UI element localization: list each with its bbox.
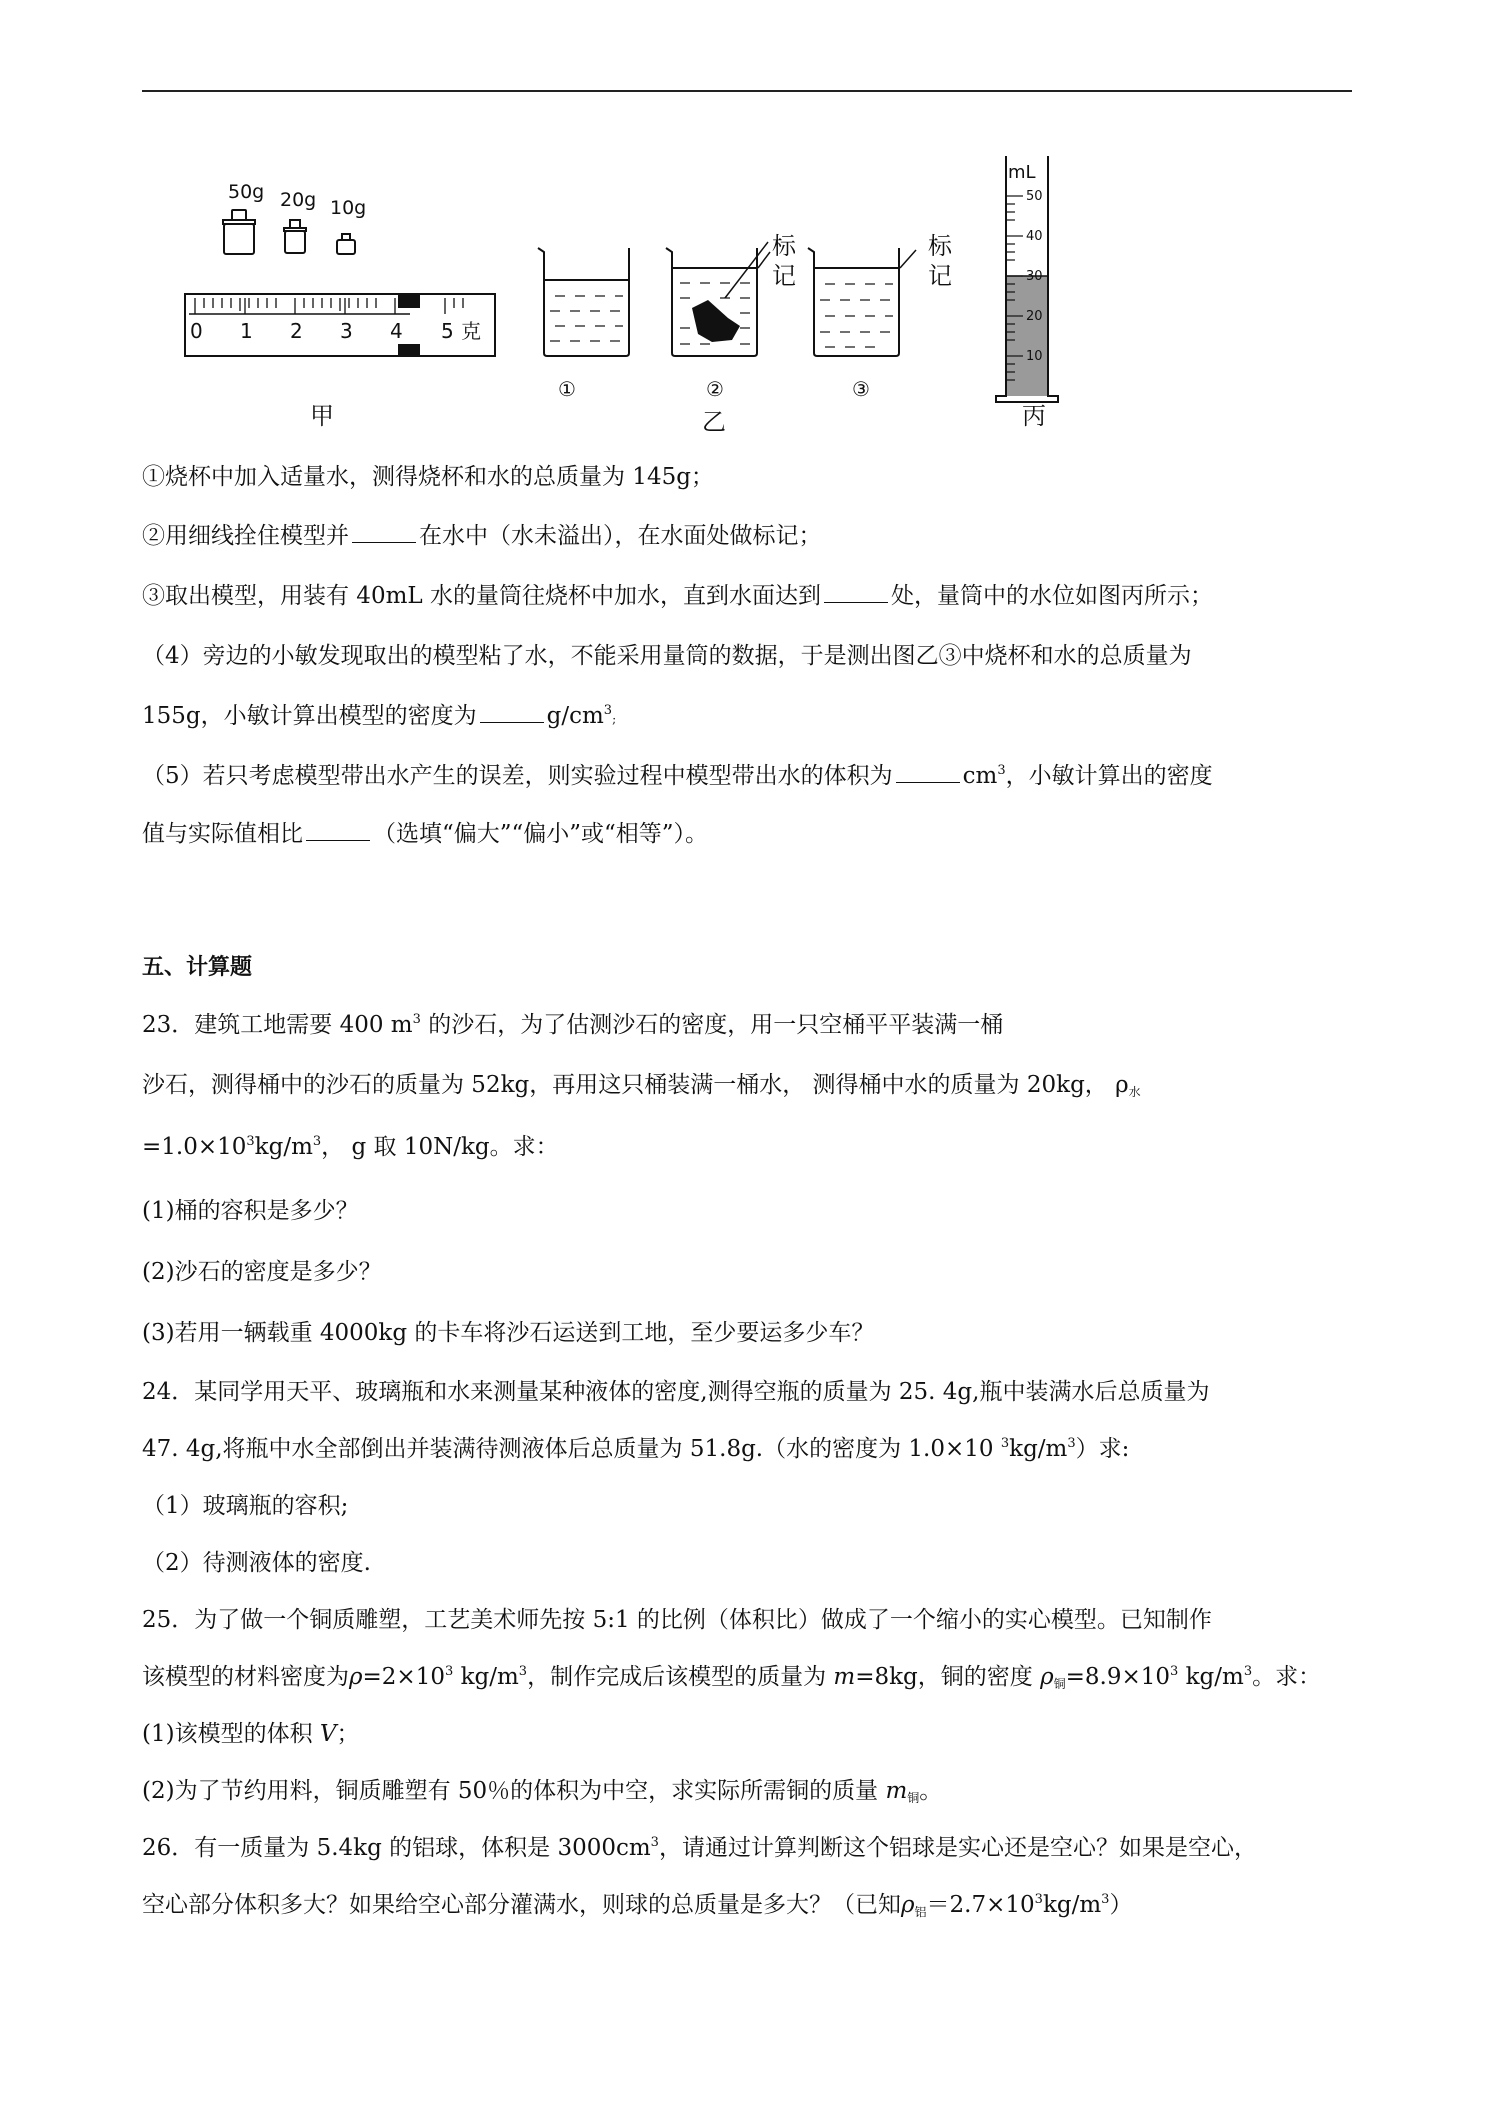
caption-jia: 甲 bbox=[310, 402, 334, 430]
header-rule bbox=[142, 90, 1352, 92]
cylinder-tick-label: 20 bbox=[1026, 309, 1043, 324]
scale-tick-label: 4 bbox=[390, 319, 403, 343]
scale-tick-label: 1 bbox=[240, 319, 253, 343]
q23-line-3: $=1.0\times 10^3kg/m^3$， g 取 10N/kg。求： bbox=[142, 1134, 559, 1160]
part-5-line-1: （5）若只考虑模型带出水产生的误差，则实验过程中模型带出水的体积为 $cm^3$，小敏计算出的密度 bbox=[142, 763, 1213, 789]
scale-tick-label: 3 bbox=[340, 319, 353, 343]
mark-label-char: 标 bbox=[928, 232, 952, 260]
answer-blank[interactable] bbox=[480, 702, 544, 723]
weight-label: 50g bbox=[228, 181, 265, 203]
cylinder-tick-label: 30 bbox=[1026, 269, 1043, 284]
q25-sub-1: (1)该模型的体积 V； bbox=[142, 1721, 360, 1747]
q23-sub-3: (3)若用一辆载重 4000kg 的卡车将沙石运送到工地，至少要运多少车？ bbox=[142, 1320, 875, 1346]
graduated-cylinder bbox=[996, 156, 1058, 402]
q26-line-2: 空心部分体积多大？如果给空心部分灌满水，则球的总质量是多大？（已知$\rho_铝=2.7\times 10^3kg/m^3$） bbox=[142, 1892, 1133, 1919]
q24-sub-2: （2）待测液体的密度. bbox=[142, 1550, 371, 1576]
q24-line-1: 24．某同学用天平、玻璃瓶和水来测量某种液体的密度,测得空瓶的质量为 25. 4g,瓶中装满水后总质量为 bbox=[142, 1379, 1210, 1405]
beaker-1 bbox=[538, 248, 629, 356]
mark-label-char: 记 bbox=[772, 262, 796, 290]
weight-label: 20g bbox=[280, 189, 317, 211]
beaker-number: ① bbox=[558, 377, 576, 401]
weight-label: 10g bbox=[330, 197, 367, 219]
beaker-number: ③ bbox=[852, 377, 870, 401]
scale-unit: 克 bbox=[461, 319, 481, 343]
answer-blank[interactable] bbox=[306, 820, 370, 841]
part-5-line-2: 值与实际值相比 （选填“偏大”“偏小”或“相等”）。 bbox=[142, 821, 709, 847]
cylinder-tick-label: 40 bbox=[1026, 229, 1043, 244]
balance-scale bbox=[185, 294, 495, 356]
scale-tick-label: 5 bbox=[441, 319, 454, 343]
part-4-line-2: 155g，小敏计算出模型的密度为 $g/cm^3$; bbox=[142, 703, 617, 729]
q23-line-2: 沙石，测得桶中的沙石的质量为 52kg，再用这只桶装满一桶水， 测得桶中水的质量为 20kg， $\rho_水$ bbox=[142, 1072, 1141, 1099]
q26-line-1: 26．有一质量为 5.4kg 的铝球，体积是 $3000cm^3$，请通过计算判断这个铝球是实心还是空心？如果是空心， bbox=[142, 1835, 1257, 1861]
section-heading: 五、计算题 bbox=[142, 955, 253, 980]
q23-sub-2: (2)沙石的密度是多少？ bbox=[142, 1259, 382, 1285]
q23-line-1: 23．建筑工地需要 400 $m^3$ 的沙石，为了估测沙石的密度，用一只空桶平平装满一桶 bbox=[142, 1012, 1004, 1038]
part-4-line-1: （4）旁边的小敏发现取出的模型粘了水，不能采用量筒的数据，于是测出图乙③中烧杯和水的总质量为 bbox=[142, 643, 1192, 669]
step-3: ③取出模型，用装有 40mL 水的量筒往烧杯中加水，直到水面达到 处，量筒中的水位如图丙所示； bbox=[142, 583, 1213, 609]
mark-label-char: 标 bbox=[772, 232, 796, 260]
step-1: ①烧杯中加入适量水，测得烧杯和水的总质量为 145g； bbox=[142, 464, 714, 490]
scale-tick-label: 0 bbox=[190, 319, 203, 343]
weights bbox=[223, 181, 366, 254]
cylinder-unit: mL bbox=[1008, 162, 1036, 183]
answer-blank[interactable] bbox=[352, 522, 416, 543]
q25-line-2: 该模型的材料密度为$\rho=2\times 10^3$ $kg/m^3$，制作完成后该模型的质量为 m=8kg，铜的密度 $\rho_铜=8.9\times 10^3$ $kg/m^3$。求： bbox=[142, 1664, 1322, 1691]
q25-sub-2: (2)为了节约用料，铜质雕塑有 50％的体积为中空，求实际所需铜的质量 $m_铜$。 bbox=[142, 1778, 943, 1805]
beaker-3 bbox=[808, 248, 916, 356]
mark-label-char: 记 bbox=[928, 262, 952, 290]
caption-bing: 丙 bbox=[1022, 402, 1046, 430]
beaker-2 bbox=[666, 242, 770, 356]
answer-blank[interactable] bbox=[896, 762, 960, 783]
scale-tick-label: 2 bbox=[290, 319, 303, 343]
beaker-number: ② bbox=[706, 377, 724, 401]
cylinder-tick-label: 50 bbox=[1026, 189, 1043, 204]
step-2: ②用细线拴住模型并 在水中（水未溢出），在水面处做标记； bbox=[142, 523, 822, 549]
q24-sub-1: （1）玻璃瓶的容积; bbox=[142, 1493, 349, 1519]
experiment-figure bbox=[180, 148, 1200, 438]
q25-line-1: 25．为了做一个铜质雕塑，工艺美术师先按 5:1 的比例（体积比）做成了一个缩小的实心模型。已知制作 bbox=[142, 1607, 1212, 1633]
q23-sub-1: (1)桶的容积是多少？ bbox=[142, 1198, 359, 1224]
q24-line-2: 47. 4g,将瓶中水全部倒出并装满待测液体后总质量为 51.8g.（水的密度为 1.0×10 $^3kg/m^3$）求: bbox=[142, 1436, 1130, 1462]
cylinder-tick-label: 10 bbox=[1026, 349, 1043, 364]
caption-yi: 乙 bbox=[702, 408, 726, 436]
answer-blank[interactable] bbox=[824, 582, 888, 603]
